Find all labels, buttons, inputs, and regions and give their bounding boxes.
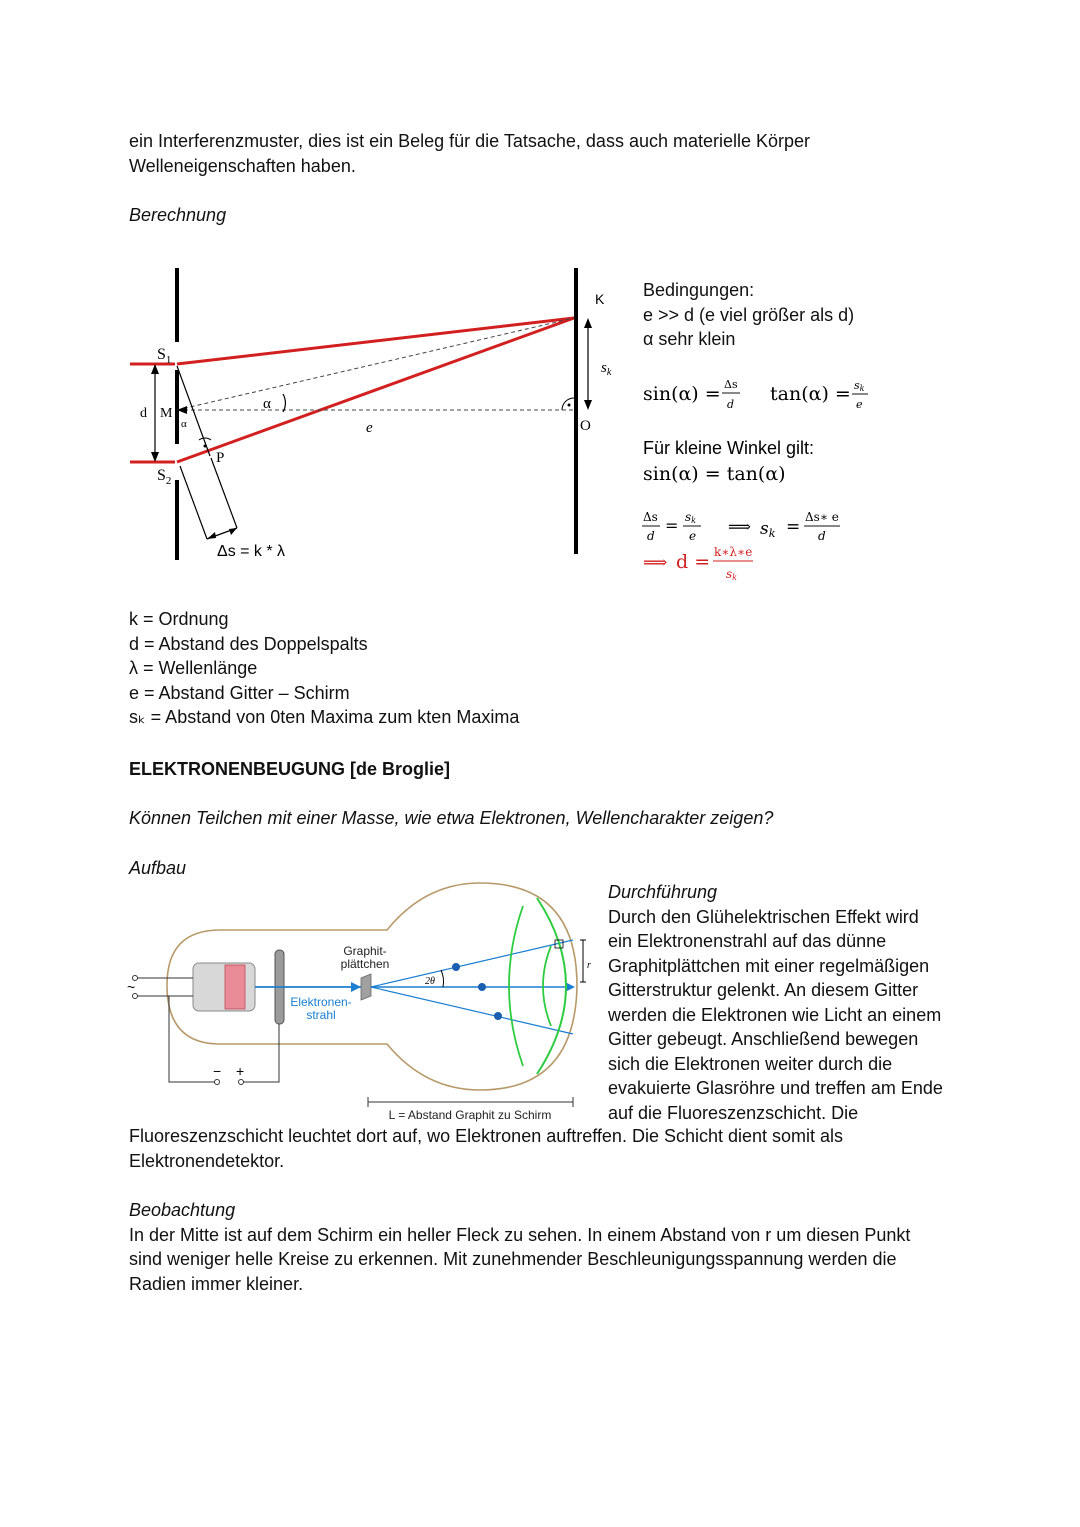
aufbau-heading: Aufbau xyxy=(129,858,187,878)
heater-coil xyxy=(225,965,245,1009)
label-alpha: α xyxy=(263,396,271,412)
minus-terminal xyxy=(215,1080,220,1085)
eq1-equals: = xyxy=(665,516,679,535)
durchfuehrung-heading: Durchführung xyxy=(608,882,718,902)
tan-denominator: e xyxy=(856,398,863,411)
eq2-num: Δs∗ e xyxy=(805,510,839,524)
eq1-a-num: Δs xyxy=(643,510,658,524)
label-delta-s: Δs = k * λ xyxy=(217,543,286,560)
interference-ring-outer xyxy=(509,906,523,1066)
eq1-b-den: e xyxy=(689,529,697,543)
delta-s-left xyxy=(180,466,207,539)
strahl-label: Elektronen- xyxy=(290,995,352,1009)
distance-label: L = Abstand Graphit zu Schirm xyxy=(388,1108,552,1122)
delta-s-arrowhead-left xyxy=(207,532,216,539)
legend-d: d = Abstand des Doppelspalts xyxy=(129,633,368,654)
legend-sk: sₖ = Abstand von 0ten Maxima zum kten Maxima xyxy=(129,707,520,727)
two-theta-label: 2θ xyxy=(425,976,435,987)
cathode-cylinder xyxy=(193,963,255,1011)
eq1-a-den: d xyxy=(647,529,655,543)
label-s2: $S_2$ xyxy=(157,467,172,487)
condition-2: α sehr klein xyxy=(643,329,736,349)
durchfuehrung-line-2: ein Elektronenstrahl auf das dünne xyxy=(608,931,887,951)
label-m: M xyxy=(160,406,173,421)
beobachtung-heading: Beobachtung xyxy=(129,1200,236,1220)
beam-arrowhead xyxy=(351,982,361,992)
legend-e: e = Abstand Gitter – Schirm xyxy=(129,682,350,703)
elektronen-question: Können Teilchen mit einer Masse, wie etwa Elektronen, Wellencharakter zeigen? xyxy=(129,808,774,828)
sk-arrowhead-top xyxy=(584,318,592,328)
label-o: O xyxy=(580,418,591,434)
conditions-title: Bedingungen: xyxy=(643,280,755,300)
ac-label: ~ xyxy=(127,979,136,995)
right-angle-p xyxy=(199,438,211,440)
eq3-den: sk xyxy=(726,567,738,582)
graphite-plate xyxy=(361,974,371,1000)
durchfuehrung-continuation xyxy=(129,1124,843,1173)
r-label: r xyxy=(587,960,591,971)
durchfuehrung-line-4: Gitterstruktur gelenkt. An diesem Gitter xyxy=(608,980,919,1000)
fluorescent-screen xyxy=(537,898,566,1074)
durchfuehrung-cont-2: Elektronendetektor. xyxy=(129,1150,285,1171)
sk-arrowhead-bottom xyxy=(584,400,592,410)
delta-s-right xyxy=(211,458,237,528)
beobachtung-block xyxy=(129,1198,910,1296)
durchfuehrung-line-3: Graphitplättchen mit einer regelmäßigen xyxy=(608,955,930,976)
label-k: K xyxy=(595,291,605,307)
sin-denominator: d xyxy=(727,398,735,411)
graphit-label: Graphit- xyxy=(343,944,387,958)
durchfuehrung-line-5: werden die Elektronen wie Licht an einem xyxy=(608,1004,942,1025)
label-alpha-small: α xyxy=(181,418,187,430)
right-angle-dot-screen xyxy=(568,404,571,407)
label-sk: $s_k$ xyxy=(601,360,612,378)
legend xyxy=(129,607,519,730)
durchfuehrung-line-9: auf die Fluoreszenzschicht. Die xyxy=(608,1102,859,1123)
graphit-label-2: plättchen xyxy=(340,957,390,971)
strahl-label-2: strahl xyxy=(306,1008,336,1022)
interference-ring-inner xyxy=(543,946,551,1026)
formula-area xyxy=(640,368,900,588)
beobachtung-line-3: Radien immer kleiner. xyxy=(129,1273,304,1294)
durchfuehrung-line-7: sich die Elektronen weiter durch die xyxy=(608,1053,893,1074)
electron-dot-2 xyxy=(478,983,486,991)
electron-dot-3 xyxy=(494,1012,502,1020)
berechnung-heading: Berechnung xyxy=(129,205,227,225)
durchfuehrung-line-6: Gitter gebeugt. Anschließend bewegen xyxy=(608,1029,919,1049)
label-p: P xyxy=(216,450,225,466)
beobachtung-line-1: In der Mitte ist auf dem Schirm ein heller Fleck zu sehen. In einem Abstand von r um diesen Punkt xyxy=(129,1224,911,1245)
intro-paragraph xyxy=(129,129,810,178)
intro-line-1: ein Interferenzmuster, dies ist ein Beleg für die Tatsache, dass auch materielle Körper xyxy=(129,131,811,151)
durchfuehrung-line-8: evakuierte Glasröhre und treffen am Ende xyxy=(608,1078,943,1098)
eq2-equals: = xyxy=(786,517,801,537)
label-s1: $S_1$ xyxy=(157,346,172,366)
two-theta-arc xyxy=(441,970,444,987)
legend-k: k = Ordnung xyxy=(129,609,229,629)
double-slit-diagram xyxy=(125,262,635,572)
electron-diffraction-diagram xyxy=(125,878,603,1126)
sin-formula: sin(α) = xyxy=(643,383,721,405)
eq1-b-num: sk xyxy=(685,510,697,525)
durchfuehrung-cont-1: Fluoreszenzschicht leuchtet dort auf, wo Elektronen auftreffen. Die Schicht dient somit als xyxy=(129,1126,844,1146)
anode-wire xyxy=(241,1024,279,1082)
electron-dot-1 xyxy=(452,963,460,971)
eq2-lhs: sk xyxy=(760,519,776,540)
tan-numerator: sk xyxy=(854,379,865,393)
plus-terminal xyxy=(239,1080,244,1085)
eq3-num: k∗λ∗e xyxy=(714,545,753,559)
eq3-lhs: d = xyxy=(676,551,711,573)
durchfuehrung-line-1: Durch den Glühelektrischen Effekt wird xyxy=(608,906,919,927)
eq3-arrow: ⟹ xyxy=(643,553,668,573)
conditions-block xyxy=(643,278,854,352)
elektronenbeugung-heading: ELEKTRONENBEUGUNG [de Broglie] xyxy=(129,759,451,779)
delta-s-arrowhead-right xyxy=(229,528,237,535)
durchfuehrung-block xyxy=(608,880,943,1125)
alpha-arc xyxy=(283,394,285,412)
legend-lambda: λ = Wellenlänge xyxy=(129,658,258,678)
small-angle-title: Für kleine Winkel gilt: xyxy=(643,438,815,458)
label-d: d xyxy=(140,406,147,421)
right-angle-dot-p xyxy=(204,445,207,448)
eq2-den: d xyxy=(818,529,826,543)
tan-formula: tan(α) = xyxy=(770,383,851,405)
sin-numerator: Δs xyxy=(724,378,738,391)
intro-line-2: Welleneigenschaften haben. xyxy=(129,155,356,176)
beobachtung-line-2: sind weniger helle Kreise zu erkennen. Mit zunehmender Beschleunigungsspannung werden die xyxy=(129,1249,897,1269)
center-to-max xyxy=(177,318,574,410)
condition-1: e >> d (e viel größer als d) xyxy=(643,304,855,325)
label-e: e xyxy=(366,420,373,436)
minus-label: − xyxy=(213,1063,222,1079)
eq2-arrow: ⟹ xyxy=(728,517,751,536)
plus-label: + xyxy=(236,1063,245,1079)
small-angle-equation: sin(α) = tan(α) xyxy=(643,463,786,485)
